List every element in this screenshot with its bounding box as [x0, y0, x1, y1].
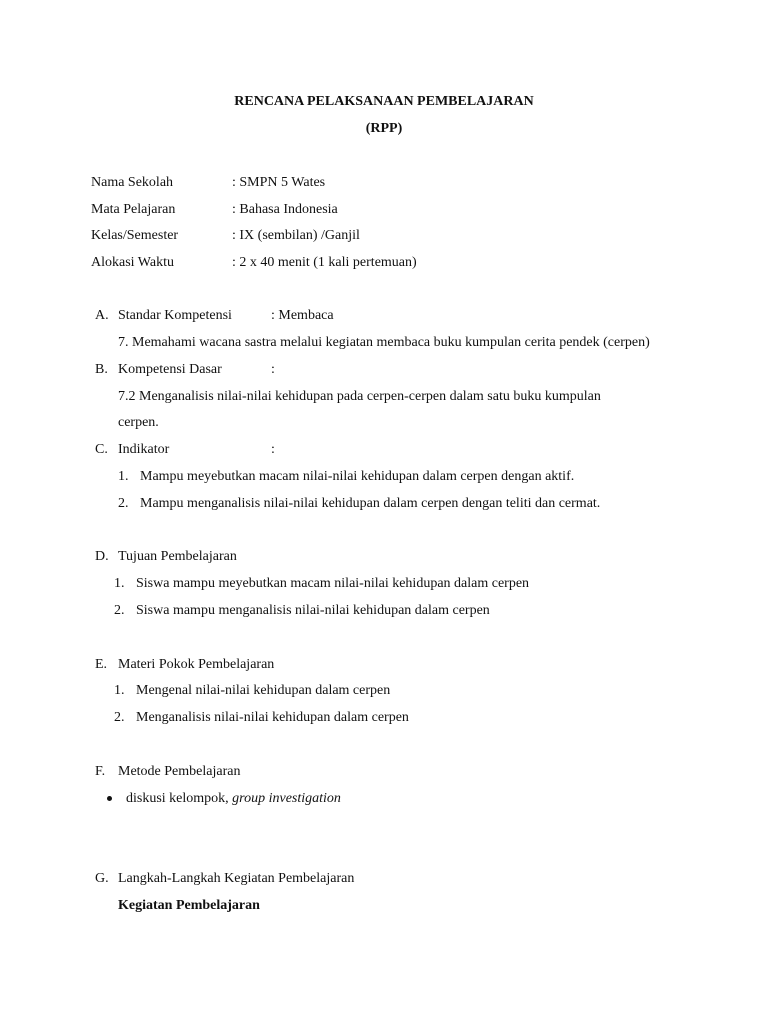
section-body: cerpen.	[118, 415, 159, 430]
section-subheading: Kegiatan Pembelajaran	[118, 898, 260, 913]
section-heading: Metode Pembelajaran	[118, 764, 241, 779]
section-letter: E.	[95, 657, 108, 672]
identity-label: Alokasi Waktu	[91, 255, 174, 270]
section-heading: Indikator	[118, 442, 170, 457]
bullet-item	[126, 790, 341, 808]
list-item-number: 1.	[114, 576, 125, 591]
identity-value: : Bahasa Indonesia	[232, 202, 338, 217]
identity-label: Nama Sekolah	[91, 175, 174, 190]
list-item: Siswa mampu meyebutkan macam nilai-nilai kehidupan dalam cerpen	[136, 576, 530, 591]
section-body: 7.2 Menganalisis nilai-nilai kehidupan pada cerpen-cerpen dalam satu buku kumpulan	[118, 389, 601, 404]
section-heading: Standar Kompetensi	[118, 308, 232, 323]
section-colon-value: :	[271, 442, 275, 457]
section-heading: Kompetensi Dasar	[118, 362, 222, 377]
section-letter: B.	[95, 362, 108, 377]
section-colon-value: : Membaca	[271, 308, 334, 323]
section-letter: A.	[95, 308, 109, 323]
identity-label: Kelas/Semester	[91, 228, 179, 243]
section-heading: Langkah-Langkah Kegiatan Pembelajaran	[118, 871, 355, 886]
list-item-number: 1.	[114, 683, 125, 698]
document-title: RENCANA PELAKSANAAN PEMBELAJARAN	[234, 94, 534, 109]
list-item: Mengenal nilai-nilai kehidupan dalam cerpen	[136, 683, 391, 698]
list-item: Mampu meyebutkan macam nilai-nilai kehidupan dalam cerpen dengan aktif.	[140, 469, 575, 484]
list-item: Mampu menganalisis nilai-nilai kehidupan dalam cerpen dengan teliti dan cermat.	[140, 496, 601, 511]
list-item: Siswa mampu menganalisis nilai-nilai kehidupan dalam cerpen	[136, 603, 490, 618]
identity-value: : 2 x 40 menit (1 kali pertemuan)	[232, 255, 417, 270]
list-item-number: 1.	[118, 469, 129, 484]
bullet-italic-text: group investigation	[232, 791, 341, 806]
section-colon-value: :	[271, 362, 275, 377]
list-item-number: 2.	[118, 496, 129, 511]
document-subtitle: (RPP)	[365, 121, 403, 136]
list-item-number: 2.	[114, 710, 125, 725]
list-item: Menganalisis nilai-nilai kehidupan dalam cerpen	[136, 710, 409, 725]
section-letter: G.	[95, 871, 109, 886]
section-letter: D.	[95, 549, 109, 564]
section-heading: Materi Pokok Pembelajaran	[118, 657, 275, 672]
identity-value: : IX (sembilan) /Ganjil	[232, 228, 360, 243]
section-letter: C.	[95, 442, 108, 457]
section-body: 7. Memahami wacana sastra melalui kegiatan membaca buku kumpulan cerita pendek (cerpen)	[118, 335, 650, 350]
bullet-icon	[107, 796, 112, 801]
section-heading: Tujuan Pembelajaran	[118, 549, 237, 564]
bullet-text: diskusi kelompok,	[126, 791, 233, 806]
section-letter: F.	[95, 764, 106, 779]
list-item-number: 2.	[114, 603, 125, 618]
identity-label: Mata Pelajaran	[91, 202, 176, 217]
identity-value: : SMPN 5 Wates	[232, 175, 326, 190]
